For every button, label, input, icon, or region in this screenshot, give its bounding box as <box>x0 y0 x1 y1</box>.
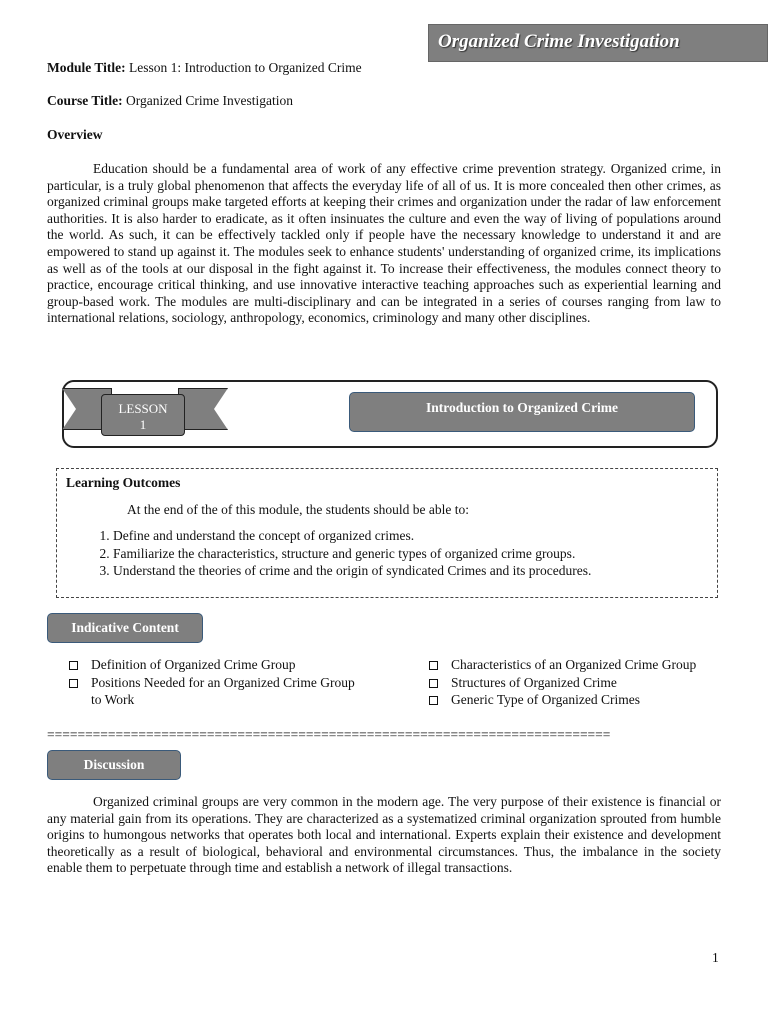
overview-heading <box>47 127 727 143</box>
learning-outcomes-box <box>56 468 718 598</box>
indicative-list-left <box>67 656 357 709</box>
module-title-line <box>47 60 727 76</box>
header-banner <box>428 24 768 62</box>
indicative-content-label: Indicative Content <box>47 613 203 643</box>
overview-heading-text: Overview <box>47 127 103 142</box>
outcome-item: 3. Understand the theories of crime and the origin of syndicated Crimes and its procedures. <box>113 562 733 580</box>
checkbox-item: Characteristics of an Organized Crime Group <box>427 656 717 674</box>
lesson-label: LESSON <box>118 401 168 416</box>
checkbox-item: Structures of Organized Crime <box>427 674 717 692</box>
indicative-list-right <box>427 656 717 709</box>
lesson-number: 1 <box>139 417 147 432</box>
course-title-line <box>47 93 727 109</box>
learning-outcomes-list <box>91 527 733 580</box>
outcome-item: 2. Familiarize the characteristics, structure and generic types of organized crime groups. <box>113 545 733 563</box>
outcome-item: 1. Define and understand the concept of organized crimes. <box>113 527 733 545</box>
lesson-number-box <box>101 394 185 436</box>
discussion-paragraph: Organized criminal groups are very common in the modern age. The very purpose of their existence is financial or any material gain from its operations. They are characterized as a systematized criminal organization sprouted from humble origins to humongous networks that operates both local and international. Experts explain their existence and development theoretically as a result of biological, behavioral and environmental circumstances. Thus, the imbalance in the society enable them to perpetuate through time and establish a network of illegal transactions. <box>47 794 721 876</box>
module-title-label: Module Title: <box>47 60 126 75</box>
course-title-value: Organized Crime Investigation <box>122 93 293 108</box>
checkbox-item: Generic Type of Organized Crimes <box>427 691 717 709</box>
learning-outcomes-intro: At the end of the of this module, the students should be able to: <box>127 502 469 517</box>
overview-paragraph: Education should be a fundamental area of work of any effective crime prevention strategy. Organized crime, in particular, is a truly global phenomenon that affects the everyday life of all of us. It is more concealed then other crimes, as organized criminal groups make targeted efforts at keeping their crimes and organization under the radar of law enforcement authorities. It is also harder to eradicate, as it often insinuates the culture and even the way of living of populations around the world. As such, it can be effectively tackled only if people have the necessary knowledge to understand it and are empowered to stand up against it. The modules seek to enhance students' understanding of organized crime, its implications as well as of the tools at our disposal in the fight against it. To increase their effectiveness, the modules connect theory to practice, encourage critical thinking, and use innovative interactive teaching approaches such as experiential learning and group-based work. The modules are multi-disciplinary and can be integrated in a series of courses ranging from law to international relations, sociology, anthropology, economics, criminology and many other disciplines. <box>47 161 721 326</box>
learning-outcomes-title: Learning Outcomes <box>66 475 181 490</box>
page-number: 1 <box>712 950 719 965</box>
checkbox-item: Definition of Organized Crime Group <box>67 656 357 674</box>
module-title-value: Lesson 1: Introduction to Organized Crime <box>125 60 362 75</box>
separator-line: ========================================================================== <box>47 727 611 742</box>
lesson-title-box: Introduction to Organized Crime <box>349 392 695 432</box>
course-title-label: Course Title: <box>47 93 123 108</box>
discussion-label: Discussion <box>47 750 181 780</box>
header-banner-title: Organized Crime Investigation <box>438 31 680 52</box>
checkbox-item: Positions Needed for an Organized Crime Group to Work <box>67 674 357 709</box>
